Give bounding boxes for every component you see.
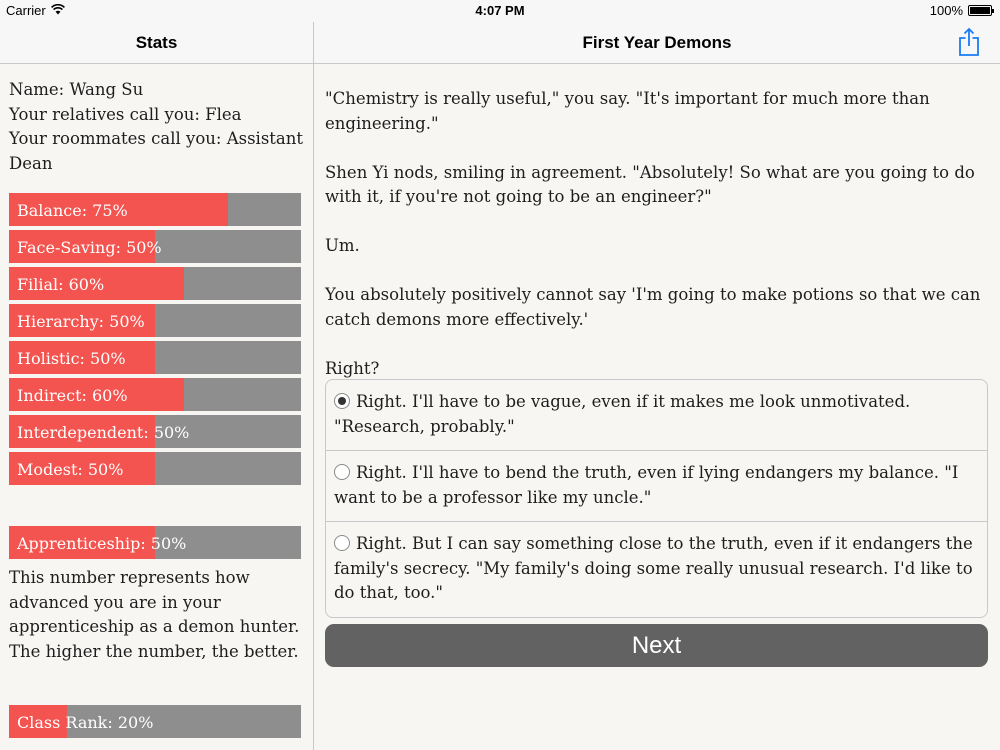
next-button[interactable]: Next [325, 624, 988, 667]
choice-text: Right. I'll have to bend the truth, even if lying endangers my balance. "I want to be a professor like my uncle." [334, 463, 959, 507]
relatives-line: Your relatives call you: Flea [9, 104, 242, 124]
status-time: 4:07 PM [475, 3, 525, 18]
stat-bar-apprenticeship [9, 526, 301, 559]
choice-option[interactable] [326, 522, 987, 617]
stat-bar-holistic [9, 341, 301, 374]
bar-label: Holistic: 50% [17, 349, 126, 368]
bar-label: Apprenticeship: 50% [17, 534, 187, 553]
choice-option[interactable] [326, 380, 987, 451]
story-paragraph: "Chemistry is really useful," you say. "It's important for much more than engineering." [325, 89, 930, 133]
battery-percent: 100% [929, 3, 963, 18]
bar-label: Face-Saving: 50% [17, 238, 162, 257]
status-bar [0, 0, 1000, 22]
stat-bar-face-saving [9, 230, 301, 263]
radio-button[interactable] [334, 535, 350, 551]
name-line: Name: Wang Su [9, 80, 144, 99]
choice-text: Right. But I can say something close to the truth, even if it endangers the family's secrecy. "My family's doing some really unusual research. I'd like to do that, too." [334, 534, 973, 602]
share-button[interactable] [956, 27, 982, 57]
split-divider [313, 22, 314, 750]
bar-label: Class Rank: 20% [17, 713, 154, 732]
stats-nav-bar [0, 22, 313, 64]
bar-label: Modest: 50% [17, 460, 124, 479]
battery-icon [968, 5, 992, 16]
stats-title: Stats [135, 33, 178, 52]
stat-bar-hierarchy [9, 304, 301, 337]
story-paragraph: Right? [325, 358, 380, 378]
stat-bars [9, 193, 304, 485]
bar-label: Hierarchy: 50% [17, 312, 145, 331]
choice-option[interactable] [326, 451, 987, 522]
stat-bar-modest [9, 452, 301, 485]
story-nav-bar [314, 22, 1000, 64]
bar-label: Balance: 75% [17, 201, 128, 220]
story-text [325, 65, 989, 406]
stat-bar-filial [9, 267, 301, 300]
status-right [930, 3, 992, 18]
story-paragraph: You absolutely positively cannot say 'I'm going to make potions so that we can catch demons more effectively.' [325, 285, 981, 329]
bar-label: Indirect: 60% [17, 386, 128, 405]
bar-label: Interdependent: 50% [17, 423, 190, 442]
roommates-line: Your roommates call you: Assistant Dean [9, 129, 304, 173]
stat-bar-indirect [9, 378, 301, 411]
story-title: First Year Demons [582, 33, 732, 52]
stat-bar-interdependent [9, 415, 301, 448]
share-icon [956, 27, 982, 57]
choice-list [325, 379, 988, 618]
radio-button[interactable] [334, 464, 350, 480]
bar-label: Filial: 60% [17, 275, 105, 294]
apprenticeship-description: This number represents how advanced you are in your apprenticeship as a demon hunter. The higher the number, the better. [9, 568, 300, 661]
carrier-label: Carrier [6, 3, 46, 18]
radio-button[interactable] [334, 393, 350, 409]
story-paragraph: Shen Yi nods, smiling in agreement. "Absolutely! So what are you going to do with it, if you're not going to be an engineer?" [325, 162, 975, 206]
story-paragraph: Um. [325, 236, 360, 255]
stat-bar-class-rank [9, 705, 301, 738]
choice-text: Right. I'll have to be vague, even if it makes me look unmotivated. "Research, probably." [334, 392, 911, 436]
stat-bar-balance [9, 193, 301, 226]
stats-panel [0, 65, 313, 750]
